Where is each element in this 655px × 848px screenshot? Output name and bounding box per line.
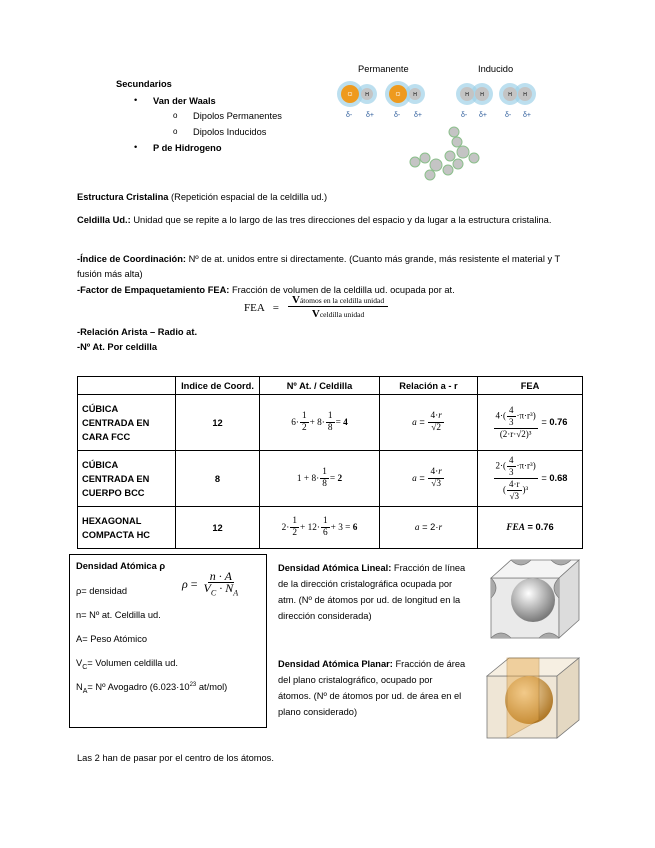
hydrogen-bond-cluster	[410, 127, 479, 180]
crystal-structure-table	[77, 376, 583, 549]
charge-label: δ+	[414, 112, 422, 119]
table-header: Nº At. / Celdilla	[260, 377, 380, 395]
celdilla-definition	[77, 213, 582, 228]
fea-num-sub: átomos en la celdilla unidad	[299, 296, 385, 305]
charge-label: δ-	[346, 112, 353, 119]
charge-label: δ+	[366, 112, 374, 119]
atom-label: Cl	[395, 92, 401, 98]
atoms-result: 6	[352, 522, 358, 533]
atoms-per-cell: 6· $\frac{1}{2}$ + 8· $\frac{1}{8}$ = 4	[260, 395, 380, 451]
list-item-van-der-waals: Van der Waals	[153, 96, 216, 106]
fea-den-sub: celdilla unidad	[319, 310, 365, 319]
relacion-item: -Relación Arista – Radio at.	[77, 327, 198, 337]
atom-label: H	[523, 92, 527, 98]
planar-definition	[278, 656, 466, 720]
edge-radius-relation: a = $\frac{4\cdot r}{√2}$	[380, 395, 478, 451]
table-row	[78, 395, 583, 451]
secundarios-title: Secundarios	[116, 79, 172, 89]
estructura-heading	[77, 190, 582, 205]
atoms-result: 4	[343, 417, 348, 428]
structure-name: CÚBICA CENTRADA EN CARA FCC	[78, 395, 176, 451]
edge-radius-relation: a = $\frac{4\cdot r}{√3}$	[380, 451, 478, 507]
table-row	[78, 451, 583, 507]
atoms-per-cell: 2· $\frac{1}{2}$ + 12· $\frac{1}{6}$ + 3 = 6	[260, 507, 380, 549]
densidad-rho: ρ= densidad	[76, 586, 128, 596]
densidad-vc: $V_C=$ Volumen celdilla ud.	[76, 658, 178, 671]
fea-result: 0.76	[549, 416, 568, 427]
table-header: Relación a - r	[380, 377, 478, 395]
densidad-box	[69, 554, 267, 728]
fea-result: 0.76	[535, 522, 554, 532]
structure-name: CÚBICA CENTRADA EN CUERPO BCC	[78, 451, 176, 507]
atom-label: H	[413, 92, 417, 98]
estructura-subtitle: (Repetición espacial de la celdilla ud.)	[171, 192, 328, 202]
table-header-row	[78, 377, 583, 395]
fea-term: -Factor de Empaquetamiento FEA:	[77, 285, 230, 295]
table-header	[78, 377, 176, 395]
table-row	[78, 507, 583, 549]
fcc-cube-gray-illustration	[487, 556, 583, 642]
list-item-dipolos-inducidos: Dipolos Inducidos	[193, 127, 267, 137]
fea-num-v: V	[292, 294, 300, 306]
estructura-title: Estructura Cristalina	[77, 192, 169, 202]
densidad-na: $N_A=$ Nº Avogadro ($6.023\cdot 10^{23}$ at/mol)	[76, 682, 228, 695]
label-inducido: Inducido	[478, 64, 514, 74]
coord-index: 8	[176, 451, 260, 507]
atom-label: H	[508, 92, 512, 98]
fea-fraction	[288, 295, 388, 320]
fea-result: 0.68	[549, 472, 568, 483]
table-header: FEA	[478, 377, 583, 395]
charge-label: δ+	[523, 112, 531, 119]
list-item-dipolos-permanentes: Dipolos Permanentes	[193, 111, 282, 121]
lineal-text: Fracción de línea de la dirección cristalográfica ocupada por atm. (Nº de átomos por ud. de longitud en la dirección considerada)	[278, 563, 466, 621]
edge-radius-relation: a = 2·r	[380, 507, 478, 549]
planar-term: Densidad Atómica Planar:	[278, 659, 393, 669]
celdilla-term: Celdilla Ud.:	[77, 215, 131, 225]
atoms-result: 2	[337, 473, 343, 484]
permanent-dipole-molecules	[337, 81, 425, 119]
coord-index: 12	[176, 395, 260, 451]
celdilla-text: Unidad que se repite a lo largo de las tres direcciones del espacio y da lugar a la estructura cristalina.	[133, 215, 552, 225]
atom-label: H	[480, 92, 484, 98]
sub-bullet: o	[173, 111, 178, 120]
bullet: •	[134, 142, 138, 152]
coordinacion-term: -Índice de Coordinación:	[77, 254, 186, 264]
label-permanente: Permanente	[358, 64, 409, 74]
fea-value: 2·( $\frac{4}{3}$ ·π·r³) ( $\frac{4\cdot r}{√3}$ )³ = 0.68	[478, 451, 583, 507]
densidad-title: Densidad Atómica ρ	[76, 561, 166, 571]
fea-value: 4·( $\frac{4}{3}$ ·π·r³) (2·r·√2)³ = 0.76	[478, 395, 583, 451]
lineal-term: Densidad Atómica Lineal:	[278, 563, 392, 573]
charge-label: δ-	[461, 112, 468, 119]
fea-formula: FEA = $\frac{\text{Vátomos en la celdilla unidad}}{\text{Vceldilla unidad}}$	[244, 295, 389, 320]
induced-dipole-molecules	[456, 83, 536, 119]
atom-label: H	[365, 92, 369, 98]
dipole-diagram	[330, 74, 550, 184]
densidad-a: A= Peso Atómico	[76, 634, 148, 644]
coordinacion-definition	[77, 252, 582, 282]
structure-name: HEXAGONAL COMPACTA HC	[78, 507, 176, 549]
densidad-formula: ρ = $\frac{n \cdot A}{V_C \cdot N_A}$	[182, 569, 239, 598]
charge-label: δ-	[394, 112, 401, 119]
lineal-definition	[278, 560, 466, 624]
fea-value: FEA = 0.76	[478, 507, 583, 549]
charge-label: δ-	[505, 112, 512, 119]
table-header: Indice de Coord.	[176, 377, 260, 395]
atcelda-item: -Nº At. Por celdilla	[77, 342, 158, 352]
densidad-n: n= Nº at. Celdilla ud.	[76, 610, 161, 620]
fea-den-v: V	[311, 308, 320, 320]
charge-label: δ+	[479, 112, 487, 119]
fcc-cube-plane-illustration	[483, 654, 583, 742]
list-item-puente-hidrogeno: P de Hidrogeno	[153, 143, 222, 153]
atoms-per-cell: 1 + 8· $\frac{1}{8}$ = 2	[260, 451, 380, 507]
nota-final: Las 2 han de pasar por el centro de los átomos.	[77, 753, 274, 763]
fea-text: Fracción de volumen de la celdilla ud. ocupada por at.	[231, 285, 455, 295]
atom-label: H	[465, 92, 469, 98]
bullet: •	[134, 95, 138, 105]
coordinacion-text: Nº de at. unidos entre si directamente. (Cuanto más grande, más resistente el material y T fusión más alta)	[77, 254, 561, 279]
atom-label: Cl	[347, 92, 353, 98]
planar-text: Fracción de área del plano cristalográfico, ocupado por átomos. (Nº de átomos por ud. de área en el plano considerado)	[278, 659, 466, 717]
fea-lhs: FEA	[244, 301, 265, 314]
coord-index: 12	[176, 507, 260, 549]
sub-bullet: o	[173, 127, 178, 136]
